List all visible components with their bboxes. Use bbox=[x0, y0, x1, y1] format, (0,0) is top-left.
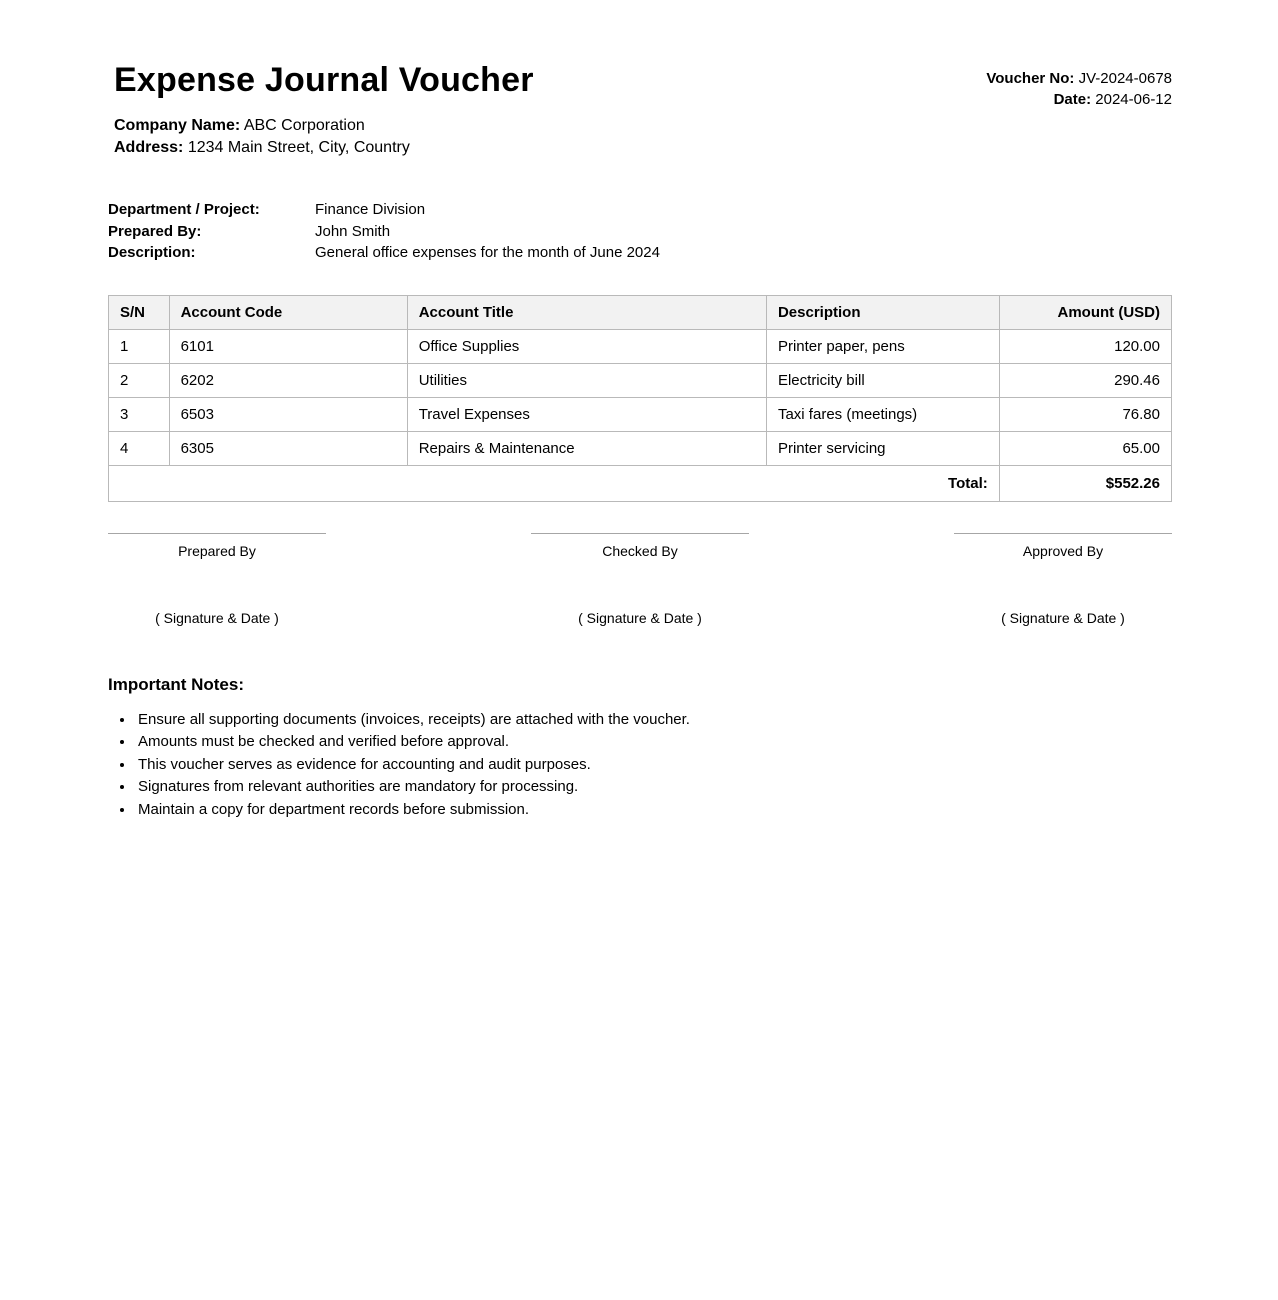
cell-account-code: 6101 bbox=[169, 329, 407, 363]
voucher-meta bbox=[986, 62, 1172, 110]
cell-account-title: Office Supplies bbox=[407, 329, 766, 363]
signature-line bbox=[954, 533, 1172, 534]
department-value: Finance Division bbox=[315, 201, 426, 219]
voucher-number-value: JV-2024-0678 bbox=[1078, 70, 1172, 87]
description-value: General office expenses for the month of June 2024 bbox=[315, 244, 660, 262]
signature-block-checked-by bbox=[531, 533, 749, 626]
description-label: Description: bbox=[108, 244, 196, 262]
signature-line bbox=[531, 533, 749, 534]
address-line bbox=[114, 137, 534, 159]
signature-hint: ( Signature & Date ) bbox=[155, 609, 279, 626]
cell-account-code: 6503 bbox=[169, 397, 407, 431]
notes-section bbox=[108, 675, 1172, 822]
note-item: • This voucher serves as evidence for accounting and audit purposes. bbox=[135, 754, 1172, 777]
note-item: • Maintain a copy for department records before submission. bbox=[135, 799, 1172, 822]
signature-hint: ( Signature & Date ) bbox=[1001, 609, 1125, 626]
info-row-prepared-by bbox=[108, 221, 1172, 243]
table-row bbox=[109, 329, 1172, 363]
cell-amount: 76.80 bbox=[999, 397, 1171, 431]
table-body bbox=[109, 329, 1172, 501]
note-item: • Amounts must be checked and verified before approval. bbox=[135, 731, 1172, 754]
cell-description: Taxi fares (meetings) bbox=[766, 397, 999, 431]
info-row-description bbox=[108, 242, 1172, 264]
signature-role-label: Prepared By bbox=[178, 542, 256, 559]
voucher-date-value: 2024-06-12 bbox=[1095, 91, 1172, 108]
cell-amount: 65.00 bbox=[999, 431, 1171, 465]
table-header-row bbox=[109, 295, 1172, 329]
page-title: Expense Journal Voucher bbox=[114, 61, 534, 99]
cell-amount: 290.46 bbox=[999, 363, 1171, 397]
cell-account-code: 6202 bbox=[169, 363, 407, 397]
department-label: Department / Project: bbox=[108, 201, 260, 219]
signature-role-label: Approved By bbox=[1022, 542, 1104, 559]
voucher-number-line bbox=[986, 68, 1172, 89]
voucher-info-section bbox=[108, 199, 1172, 264]
cell-account-title: Utilities bbox=[407, 363, 766, 397]
notes-list bbox=[108, 709, 1172, 822]
table-total-row bbox=[109, 465, 1172, 501]
company-name-value: ABC Corporation bbox=[243, 117, 365, 135]
table-header bbox=[109, 295, 1172, 329]
voucher-date-label: Date: bbox=[1053, 91, 1092, 108]
cell-description: Electricity bill bbox=[766, 363, 999, 397]
info-row-department bbox=[108, 199, 1172, 221]
document-header bbox=[108, 62, 1172, 159]
notes-heading: Important Notes: bbox=[108, 674, 244, 694]
signature-role-label: Checked By bbox=[602, 542, 678, 559]
cell-sn: 2 bbox=[109, 363, 170, 397]
column-header-account-code: Account Code bbox=[169, 295, 407, 329]
expense-table bbox=[108, 295, 1172, 502]
note-item: • Ensure all supporting documents (invoices, receipts) are attached with the voucher. bbox=[135, 709, 1172, 732]
note-item: • Signatures from relevant authorities are mandatory for processing. bbox=[135, 776, 1172, 799]
title-block bbox=[114, 62, 534, 159]
cell-sn: 4 bbox=[109, 431, 170, 465]
signature-section bbox=[108, 533, 1172, 626]
cell-description: Printer paper, pens bbox=[766, 329, 999, 363]
cell-description: Printer servicing bbox=[766, 431, 999, 465]
column-header-sn: S/N bbox=[109, 295, 170, 329]
voucher-number-label: Voucher No: bbox=[986, 70, 1075, 87]
cell-account-code: 6305 bbox=[169, 431, 407, 465]
column-header-amount: Amount (USD) bbox=[999, 295, 1171, 329]
column-header-description: Description bbox=[766, 295, 999, 329]
table-row bbox=[109, 363, 1172, 397]
cell-account-title: Repairs & Maintenance bbox=[407, 431, 766, 465]
cell-sn: 1 bbox=[109, 329, 170, 363]
signature-block-approved-by bbox=[954, 533, 1172, 626]
table-row bbox=[109, 431, 1172, 465]
signature-block-prepared-by bbox=[108, 533, 326, 626]
total-amount: $552.26 bbox=[999, 465, 1171, 501]
table-row bbox=[109, 397, 1172, 431]
address-value: 1234 Main Street, City, Country bbox=[187, 139, 410, 157]
cell-amount: 120.00 bbox=[999, 329, 1171, 363]
column-header-account-title: Account Title bbox=[407, 295, 766, 329]
total-label: Total: bbox=[109, 465, 1000, 501]
prepared-by-label: Prepared By: bbox=[108, 222, 202, 240]
address-label: Address: bbox=[114, 139, 184, 157]
cell-account-title: Travel Expenses bbox=[407, 397, 766, 431]
prepared-by-value: John Smith bbox=[315, 222, 391, 240]
cell-sn: 3 bbox=[109, 397, 170, 431]
signature-hint: ( Signature & Date ) bbox=[578, 609, 702, 626]
company-name-line bbox=[114, 115, 534, 137]
voucher-date-line bbox=[986, 89, 1172, 110]
signature-line bbox=[108, 533, 326, 534]
company-name-label: Company Name: bbox=[114, 117, 241, 135]
